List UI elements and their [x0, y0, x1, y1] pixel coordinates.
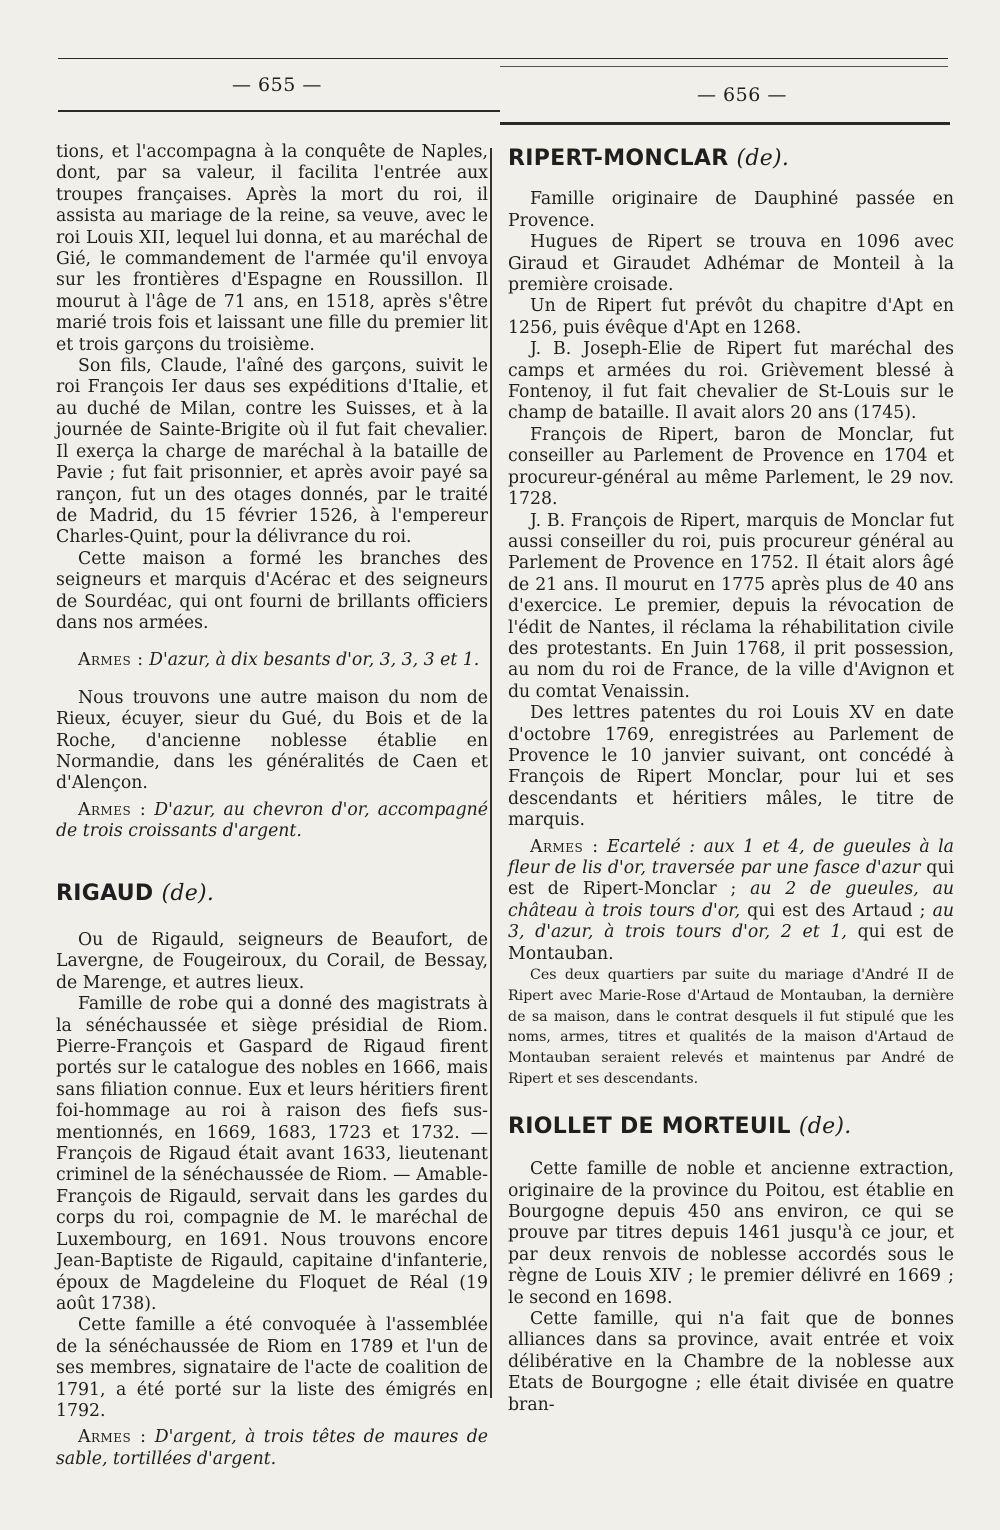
right-page-number: — 656 — — [697, 84, 787, 106]
armes-ripert — [508, 837, 954, 965]
heading-ripert-monclar — [508, 148, 954, 169]
heading-ripert-name: RIPERT-MONCLAR — [508, 146, 729, 171]
armes-rigaud — [56, 1427, 488, 1470]
right-column — [508, 148, 954, 1416]
armes-rieux-2 — [56, 800, 488, 843]
top-rule-thin-right — [500, 66, 948, 67]
right-paragraph-4: J. B. Joseph-Elie de Ripert fut maréchal des camps et armées du roi. Grièvement blessé à Fontenoy, il fut fait chevalier de St-Louis sur le champ de bataille. Il avait alors 20 ans (1745). — [508, 339, 954, 424]
armes-text-a: Ecartelé : aux 1 et 4, de gueules à la fleur de lis d'or, traversée par une fasce d'azur — [508, 836, 954, 878]
armes-rieux-1 — [56, 650, 488, 671]
left-column — [56, 142, 488, 1470]
heading-rigaud-name: RIGAUD — [56, 880, 154, 906]
armes-text: D'azur, à dix besants d'or, 3, 3, 3 et 1. — [149, 650, 480, 671]
armes-label: Armes : — [78, 1427, 147, 1448]
left-paragraph-2: Son fils, Claude, l'aîné des garçons, suivit le roi François Ier daus ses expéditions d'Italie, et au duché de Milan, contre les Suisses, et à la journée de Sainte-Brigite où il fut fait chevalier. Il exerça la charge de maréchal à la bataille de Pavie ; fut fait prisonnier, et après avoir payé sa rançon, fut un des otages donnés, par le traité de Madrid, du 15 février 1526, à l'empereur Charles-Quint, pour la délivrance du roi. — [56, 356, 488, 548]
left-paragraph-6: Famille de robe qui a donné des magistrats à la sénéchaussée et siège présidial de Riom. Pierre-François et Gaspard de Rigaud firent portés sur le catalogue des nobles en 1666, mais sans filiation connue. Eux et leurs héritiers firent foi-hommage au roi à raison des fiefs sus-mentionnés, en 1669, 1683, 1723 et 1732. — François de Rigaud était avant 1633, lieutenant criminel de la sénéchaussée de Riom. — Amable-François de Rigauld, servait dans les gardes du corps du roi, compagnie de M. le maréchal de Luxembourg, en 1691. Nous trouvons encore Jean-Baptiste de Rigauld, capitaine d'infanterie, époux de Magdeleine du Floquet de Réal (19 août 1738). — [56, 994, 488, 1314]
armes-label: Armes : — [530, 836, 599, 857]
left-paragraph-1: tions, et l'accompagna à la conquête de Naples, dont, par sa valeur, il facilita l'entrée aux troupes françaises. Après la mort du roi, il assista au mariage de la reine, sa veuve, avec le roi Louis XII, lequel lui donna, et au maréchal de Gié, le commandement de l'armée qu'il envoya sur les frontières d'Espagne en Roussillon. Il mourut à l'âge de 71 ans, en 1518, après s'être marié trois fois et laissant une fille du premier lit et trois garçons du troisième. — [56, 142, 488, 355]
right-paragraph-5: François de Ripert, baron de Monclar, fut conseiller au Parlement de Provence en 1704 et procureur-général au même Parlement, le 29 nov. 1728. — [508, 424, 954, 510]
heading-rigaud-particle: (de). — [161, 880, 215, 906]
right-paragraph-9: Cette famille, qui n'a fait que de bonnes alliances dans sa province, avait entrée et voix délibérative en la Chambre de la noblesse aux Etats de Bourgogne ; elle était divisée en quatre bran- — [508, 1309, 954, 1415]
armes-text-b: qui est de Ripert-Monclar ; — [508, 858, 954, 900]
armes-label: Armes : — [78, 650, 144, 671]
heading-riollet-de-morteuil — [508, 1113, 954, 1139]
left-paragraph-7: Cette famille a été convoquée à l'assemblée de la sénéchaussée de Riom en 1789 et l'un de ses membres, signataire de l'acte de coalition de 1791, a été porté sur la liste des émigrés en 1792. — [56, 1315, 488, 1421]
right-paragraph-7: Des lettres patentes du roi Louis XV en date d'octobre 1769, enregistrées au Parlement de Provence le 10 janvier suivant, ont concédé à François de Ripert Monclar, pour lui et ses descendants et héritiers mâles, le titre de marquis. — [508, 703, 954, 831]
armes-text: D'azur, au chevron d'or, accompagné de trois croissants d'argent. — [56, 799, 488, 842]
footnote-quartiers: Ces deux quartiers par suite du mariage d'André II de Ripert avec Marie-Rose d'Artaud de Montauban, la dernière de sa maison, dans le contrat desquels il fut stipulé que les noms, armes, titres et qualités de la maison d'Artaud de Montauban seraient relevés et maintenus par André de Ripert et ses descendants. — [508, 967, 954, 1088]
armes-text: D'argent, à trois têtes de maures de sable, tortillées d'argent. — [56, 1427, 488, 1469]
armes-text-e: au 3, d'azur, à trois tours d'or, 2 et 1, — [508, 900, 954, 943]
left-paragraph-5: Ou de Rigauld, seigneurs de Beaufort, de Lavergne, de Fougeiroux, du Corail, de Bessay, de Marenge, et autres lieux. — [56, 930, 488, 993]
right-paragraph-8: Cette famille de noble et ancienne extraction, originaire de la province du Poitou, est établie en Bourgogne depuis 450 ans environ, ce qui se prouve par titres depuis 1461 jusqu'à ce jour, et par deux renvois de noblesse accordés sous le règne de Louis XIV ; le premier délivré en 1669 ; le second en 1698. — [508, 1159, 954, 1308]
left-page-number: — 655 — — [232, 74, 322, 96]
header-rule-left — [58, 110, 500, 112]
armes-text-d: qui est des Artaud ; — [740, 900, 933, 921]
right-paragraph-2: Hugues de Ripert se trouva en 1096 avec Giraud et Giraudet Adhémar de Monteil à la première croisade. — [508, 232, 954, 296]
armes-text-f: qui est de Montauban. — [508, 922, 954, 964]
left-paragraph-3: Cette maison a formé les branches des seigneurs et marquis d'Acérac et des seigneurs de Sourdéac, qui ont fourni de brillants officiers dans nos armées. — [56, 548, 488, 633]
column-divider — [490, 148, 492, 1398]
top-rule-thin — [58, 58, 948, 59]
heading-riollet-name: RIOLLET DE MORTEUIL — [508, 1113, 791, 1139]
heading-riollet-particle: (de). — [798, 1113, 852, 1139]
header-rule-right — [500, 122, 950, 125]
heading-rigaud — [56, 880, 488, 906]
armes-text-c: au 2 de gueules, au château à trois tours d'or, — [508, 879, 954, 921]
left-paragraph-4: Nous trouvons une autre maison du nom de Rieux, écuyer, sieur du Gué, du Bois et de la Roche, d'ancienne noblesse établie en Normandie, dans les généralités de Caen et d'Alençon. — [56, 687, 488, 794]
right-paragraph-3: Un de Ripert fut prévôt du chapitre d'Apt en 1256, puis évêque d'Apt en 1268. — [508, 296, 954, 338]
heading-ripert-particle: (de). — [736, 146, 790, 171]
armes-label: Armes : — [78, 799, 147, 820]
right-paragraph-1: Famille originaire de Dauphiné passée en Provence. — [508, 189, 954, 231]
right-paragraph-6: J. B. François de Ripert, marquis de Monclar fut aussi conseiller du roi, puis procureur général au Parlement de Provence en 1752. Il était alors âgé de 21 ans. Il mourut en 1775 après plus de 40 ans d'exercice. Le premier, depuis la révocation de l'édit de Nantes, il réclama la réhabilitation civile des protestants. En Juin 1768, il prit possession, au nom du roi de France, de la ville d'Avignon et du comtat Venaissin. — [508, 510, 954, 702]
